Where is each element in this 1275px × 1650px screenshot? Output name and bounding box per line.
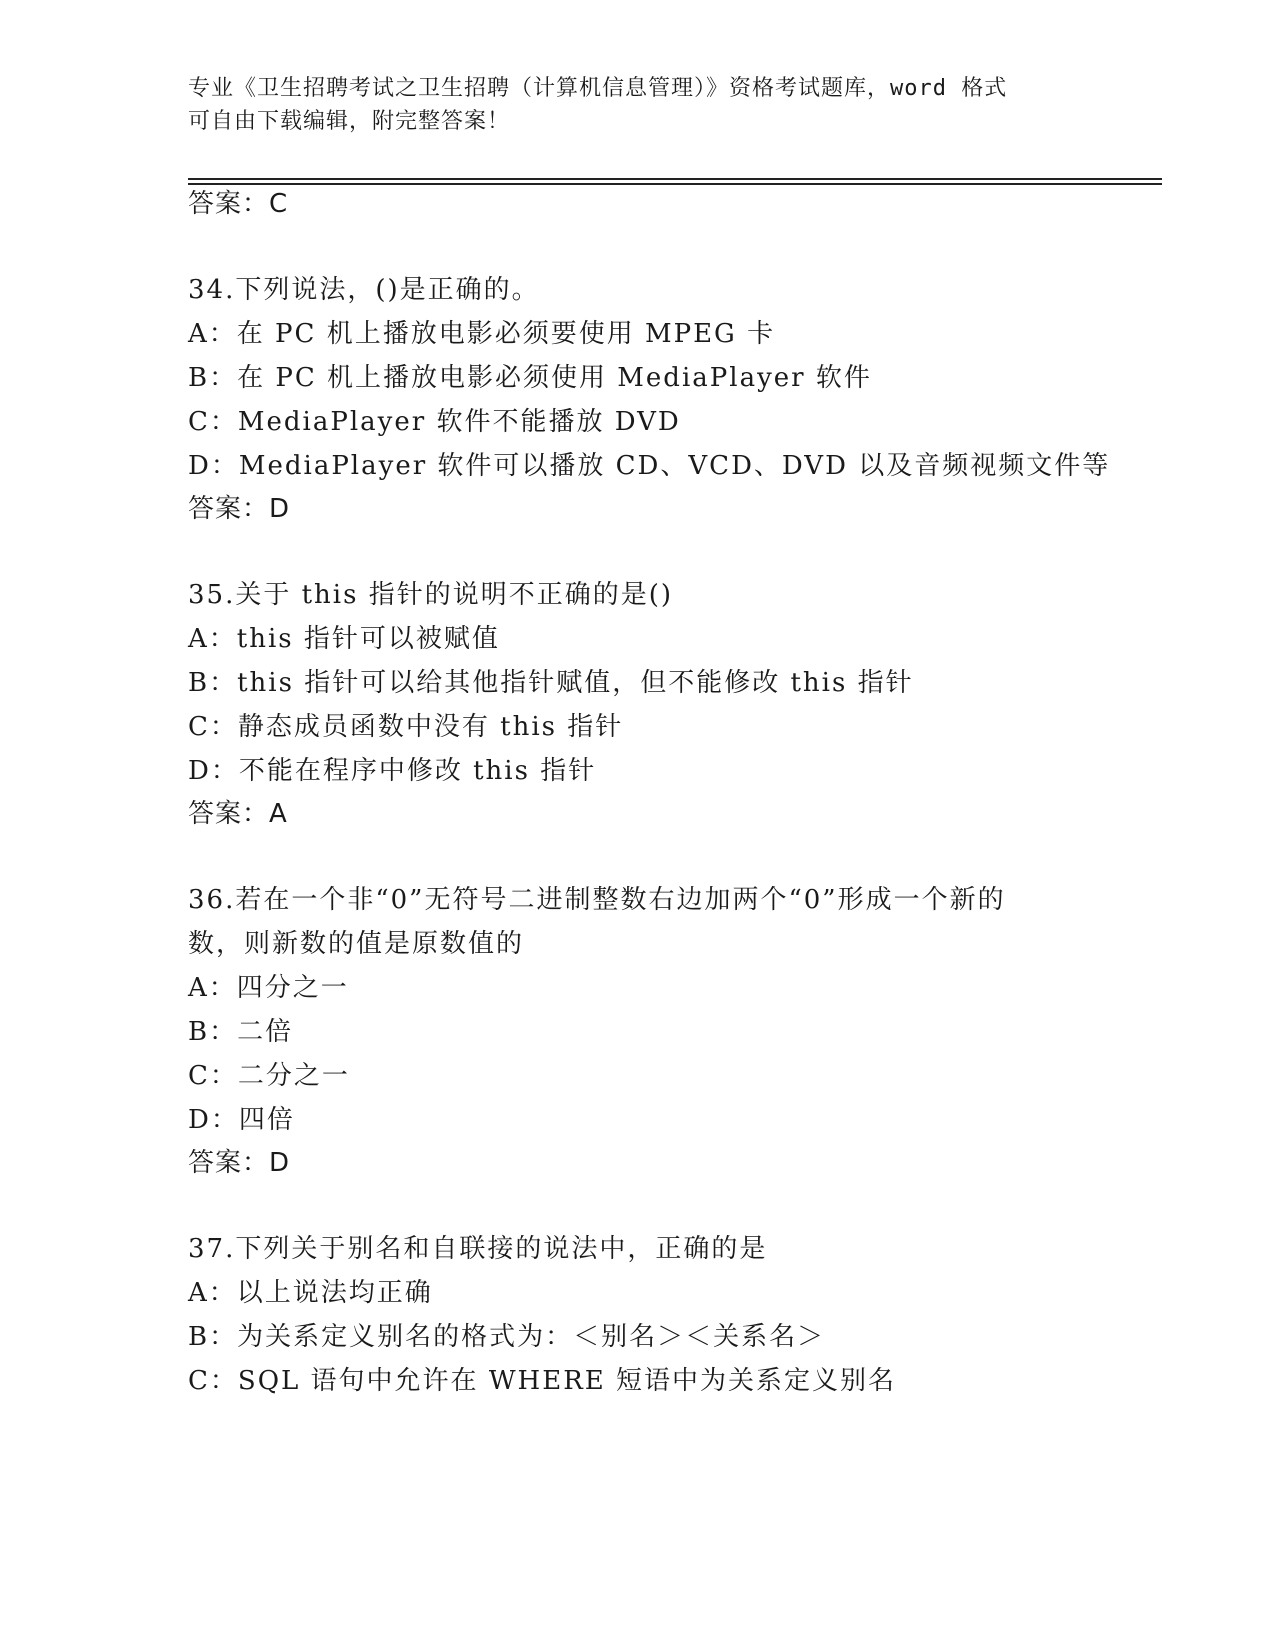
option-35-c: C：静态成员函数中没有 this 指针 [188,712,624,742]
header-line-1: 专业《卫生招聘考试之卫生招聘（计算机信息管理）》资格考试题库，word 格式 [188,76,1008,101]
option-36-c: C：二分之一 [188,1061,350,1091]
option-36-a: A：四分之一 [188,973,349,1003]
option-37-c: C：SQL 语句中允许在 WHERE 短语中为关系定义别名 [188,1366,897,1396]
option-35-d: D：不能在程序中修改 this 指针 [188,756,597,786]
question-34: 34.下列说法，()是正确的。 [188,275,540,305]
option-37-a: A：以上说法均正确 [188,1278,433,1308]
option-34-a: A：在 PC 机上播放电影必须要使用 MPEG 卡 [188,319,776,349]
answer-33: 答案：C [188,189,289,219]
option-35-a: A：this 指针可以被赋值 [188,624,500,654]
answer-35: 答案：A [188,799,288,829]
header-divider-top [188,178,1162,180]
option-34-d: D：MediaPlayer 软件可以播放 CD、VCD、DVD 以及音频视频文件等 [188,451,1111,481]
question-37: 37.下列关于别名和自联接的说法中，正确的是 [188,1234,768,1264]
option-36-b: B：二倍 [188,1017,294,1047]
option-34-c: C：MediaPlayer 软件不能播放 DVD [188,407,681,437]
document-header [188,72,1088,138]
option-36-d: D：四倍 [188,1105,295,1135]
answer-34: 答案：D [188,494,291,524]
option-37-b: B：为关系定义别名的格式为：＜别名＞＜关系名＞ [188,1322,826,1352]
option-35-b: B：this 指针可以给其他指针赋值，但不能修改 this 指针 [188,668,914,698]
question-35: 35.关于 this 指针的说明不正确的是() [188,580,674,610]
question-36-line-1: 36.若在一个非“0”无符号二进制整数右边加两个“0”形成一个新的 [188,885,1006,915]
option-34-b: B：在 PC 机上播放电影必须使用 MediaPlayer 软件 [188,363,872,393]
header-line-2: 可自由下载编辑，附完整答案！ [188,109,511,134]
answer-36: 答案：D [188,1148,291,1178]
question-36-line-2: 数，则新数的值是原数值的 [188,929,525,959]
header-divider-bottom [188,183,1162,185]
